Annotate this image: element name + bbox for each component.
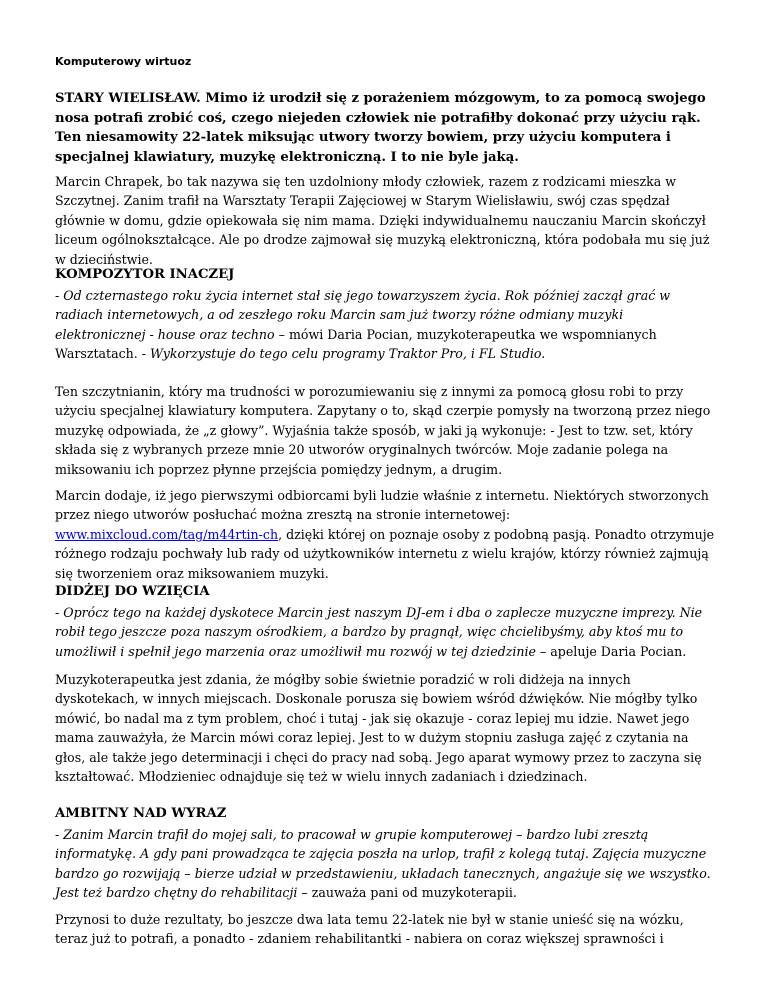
paragraph-2: [55, 286, 715, 364]
paragraph-6: Muzykoterapeutka jest zdania, że mógłby sobie świetnie poradzić w roli didżeja na innych dyskotekach, w innych miejscach. Doskonale porusza się bowiem wśród dźwięków. Nie mógłby tylko mówić, bo nadal ma z tym problem, choć i tutaj - jak się okazuje - coraz lepiej mu idzie. Nawet jego mama zauważyła, że Marcin mówi coraz lepiej. Jest to w dużym stopniu zasługa zajęć z czytania na głos, ale także jego determinacji i chęci do pracy nad sobą. Jego aparat wymowy przez to zaczyna się kształtować. Młodzieniec odnajduje się też w wielu innych zadaniach i dziedzinach.: [55, 672, 702, 785]
section-heading-ambitny: AMBITNY NAD WYRAZ: [55, 806, 227, 821]
mixcloud-link[interactable]: www.mixcloud.com/tag/m44rtin-ch: [55, 526, 279, 542]
article-kicker: Komputerowy wirtuoz: [55, 55, 192, 68]
paragraph-7: [55, 825, 715, 903]
attribution: mówi Daria Pocian, muzykoterapeutka we wspomnianych Warsztatach.: [55, 326, 657, 362]
paragraph-1: Marcin Chrapek, bo tak nazywa się ten uzdolniony młody człowiek, razem z rodzicami mieszka w Szczytnej. Zanim trafił na Warsztaty Terapii Zajęciowej w Starym Wielisławiu, swój czas spędzał głównie w domu, gdzie opiekowała się nim mama. Dzięki indywidualnemu nauczaniu Marcin skończył liceum ogólnokształcące. Ale po drodze zajmował się muzyką elektroniczną, która podobała mu się już w dzieciństwie.: [55, 174, 710, 267]
attribution: apeluje Daria Pocian.: [546, 643, 687, 659]
paragraph-4-text: Marcin dodaje, iż jego pierwszymi odbiorcami byli ludzie właśnie z internetu. Niektórych stworzonych przez niego utworów posłuchać można zresztą na stronie internetowej:: [55, 488, 709, 523]
quote: - Wykorzystuje do tego celu programy Traktor Pro, i FL Studio.: [141, 346, 546, 362]
section-heading-didzej: DIDŻEJ DO WZIĘCIA: [55, 584, 210, 599]
attribution: zauważa pani od muzykoterapii.: [307, 885, 517, 901]
paragraph-3: Ten szczytnianin, który ma trudności w porozumiewaniu się z innymi za pomocą głosu robi to przy użyciu specjalnej klawiatury komputera. Zapytany o to, skąd czerpie pomysły na tworzoną przez niego muzykę odpowiada, że „z głowy”. Wyjaśnia także sposób, w jaki ją wykonuje: - Jest to tzw. set, który składa się z wybranych przeze mnie 20 utworów oryginalnych twórców. Moje zadanie polega na miksowaniu ich poprzez płynne przejścia pomiędzy jednym, a drugim.: [55, 384, 711, 477]
quote: - Zanim Marcin trafił do mojej sali, to pracował w grupie komputerowej – bardzo lubi zresztą informatykę. A gdy pani prowadząca te zajęcia poszła na urlop, trafił z kolegą tutaj. Zajęcia muzyczne bardzo go rozwijają – bierze udział w przedstawieniu, układach tanecznych, angażuje się we wszystko. Jest też bardzo chętny do rehabilitacji –: [55, 827, 711, 901]
paragraph-5: [55, 603, 715, 661]
section-heading-kompozytor: KOMPOZYTOR INACZEJ: [55, 267, 235, 282]
paragraph-8: Przynosi to duże rezultaty, bo jeszcze dwa lata temu 22-latek nie był w stanie unieść się na wózku, teraz już to potrafi, a ponadto - zdaniem rehabilitantki - nabiera on coraz większej sprawności i: [55, 912, 684, 947]
quote: - Oprócz tego na każdej dyskotece Marcin jest naszym DJ-em i dba o zaplecze muzyczne imprezy. Nie robił tego jeszcze poza naszym ośrodkiem, a bardzo by pragnął, więc chcielibyśmy, aby ktoś mu to umożliwił i spełnił jego marzenia oraz umożliwił mu rozwój w tej dziedzinie –: [55, 605, 703, 659]
article-lead: STARY WIELISŁAW. Mimo iż urodził się z porażeniem mózgowym, to za pomocą swojego nosa potrafi zrobić coś, czego niejeden człowiek nie potrafiłby dokonać przy użyciu rąk. Ten niesamowity 22-latek miksując utwory tworzy bowiem, przy użyciu komputera i specjalnej klawiatury, muzykę elektroniczną. I to nie byle jaką.: [55, 91, 706, 165]
paragraph-4-text-end: , dzięki której on poznaje osoby z podobną pasją. Ponadto otrzymuje różnego rodzaju pochwały lub rady od użytkowników internetu z wielu krajów, którzy również zajmują się tworzeniem oraz miksowaniem muzyki.: [55, 526, 715, 581]
quote: - Od czternastego roku życia internet stał się jego towarzyszem życia. Rok później zaczął grać w radiach internetowych, a od zeszłego roku Marcin sam już tworzy różne odmiany muzyki elektronicznej - house oraz techno –: [55, 288, 671, 342]
paragraph-4: [55, 486, 715, 583]
